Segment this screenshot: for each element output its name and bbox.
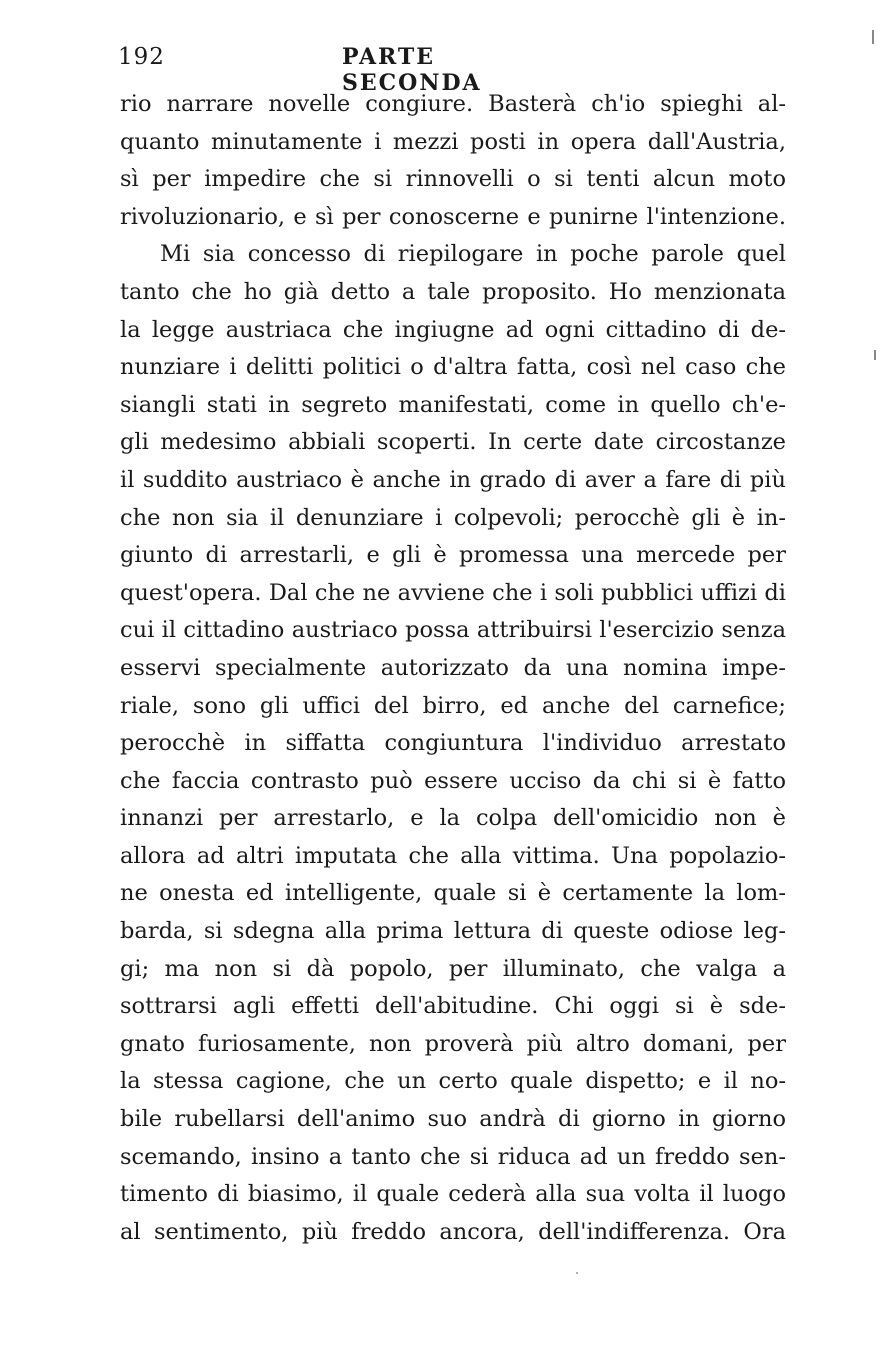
text-line: quest'opera. Dal che ne avviene che i soli pubblici uffizi di: [120, 579, 786, 606]
text-line: scemando, insino a tanto che si riduca ad un freddo sen-: [120, 1143, 786, 1170]
text-line: bile rubellarsi dell'animo suo andrà di giorno in giorno: [120, 1106, 786, 1133]
body-text: [120, 86, 786, 1251]
page-number: 192: [118, 44, 165, 70]
text-line: siangli stati in segreto manifestati, come in quello ch'e-: [120, 391, 786, 418]
text-line: gnato furiosamente, non proverà più altro domani, per: [120, 1030, 786, 1057]
text-line: riale, sono gli uffici del birro, ed anche del carnefice;: [120, 692, 786, 719]
text-line: perocchè in siffatta congiuntura l'individuo arrestato: [120, 730, 786, 757]
text-line: sottrarsi agli effetti dell'abitudine. Chi oggi si è sde-: [120, 993, 786, 1020]
text-line: la legge austriaca che ingiugne ad ogni cittadino di de-: [120, 316, 786, 343]
text-line: ne onesta ed intelligente, quale si è certamente la lom-: [120, 880, 786, 907]
text-line: la stessa cagione, che un certo quale dispetto; e il no-: [120, 1068, 786, 1095]
text-line: che non sia il denunziare i colpevoli; perocchè gli è in-: [120, 504, 786, 531]
text-line: sì per impedire che si rinnovelli o si tenti alcun moto: [120, 166, 786, 193]
text-line: tanto che ho già detto a tale proposito. Ho menzionata: [120, 278, 786, 305]
text-line: che faccia contrasto può essere ucciso da chi si è fatto: [120, 767, 786, 794]
paragraph-start-line: Mi sia concesso di riepilogare in poche parole quel: [160, 241, 786, 268]
margin-mark: [874, 350, 876, 360]
text-line: giunto di arrestarli, e gli è promessa una mercede per: [120, 542, 786, 569]
text-line: cui il cittadino austriaco possa attribuirsi l'esercizio senza: [120, 617, 786, 644]
text-line: allora ad altri imputata che alla vittima. Una popolazio-: [120, 842, 786, 869]
text-line: nunziare i delitti politici o d'altra fatta, così nel caso che: [120, 354, 786, 381]
text-line: rio narrare novelle congiure. Basterà ch'io spieghi al-: [120, 91, 786, 117]
text-line: il suddito austriaco è anche in grado di aver a fare di più: [120, 466, 786, 493]
text-line: rivoluzionario, e sì per conoscerne e punirne l'intenzione.: [120, 203, 786, 230]
text-line: barda, si sdegna alla prima lettura di queste odiose leg-: [120, 918, 786, 945]
text-line: timento di biasimo, il quale cederà alla sua volta il luogo: [120, 1181, 786, 1208]
margin-mark: [872, 30, 874, 44]
text-line: gi; ma non si dà popolo, per illuminato, che valga a: [120, 955, 786, 982]
ink-speck: [576, 1272, 578, 1274]
text-line: innanzi per arrestarlo, e la colpa dell'omicidio non è: [120, 805, 786, 832]
text-line: quanto minutamente i mezzi posti in opera dall'Austria,: [120, 128, 786, 155]
running-title: PARTE SECONDA: [342, 44, 482, 96]
text-line: esservi specialmente autorizzato da una nomina impe-: [120, 654, 786, 681]
text-line: al sentimento, più freddo ancora, dell'indifferenza. Ora: [120, 1218, 786, 1245]
running-head: [118, 44, 558, 96]
text-line: gli medesimo abbiali scoperti. In certe date circostanze: [120, 429, 786, 456]
